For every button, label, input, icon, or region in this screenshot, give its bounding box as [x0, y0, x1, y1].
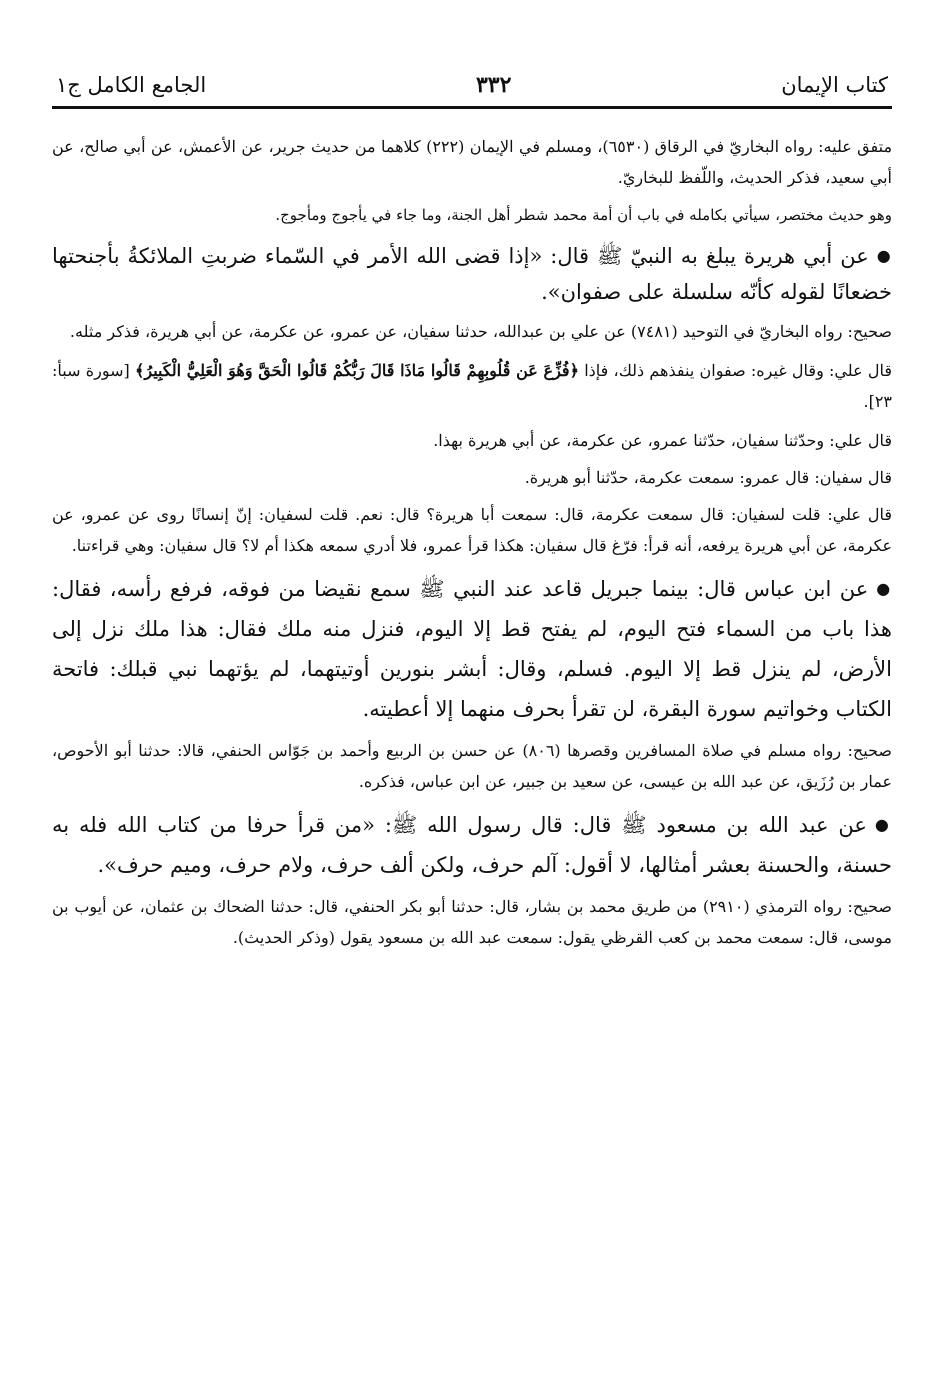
- hadith-body: عن أبي هريرة يبلغ به النبيّ ﷺ قال: «إذا قضى الله الأمر في السّماء ضربتِ الملائكةُ بأجنحتها خضعانًا لقوله كأنّه سلسلة على صفوان».: [52, 244, 892, 304]
- surah-reference: [سورة سبأ: ٢٣].: [52, 361, 892, 411]
- page-number: ٣٣٢: [475, 72, 512, 98]
- quran-citation-note: [52, 355, 892, 417]
- hadith-body: عن ابن عباس قال: بينما جبريل قاعد عند النبي ﷺ سمع نقيضا من فوقه، فرفع رأسه، فقال: هذا باب من السماء فتح اليوم، لم يفتح قط إلا اليوم، فنزل منه ملك فقال: هذا ملك نزل إلى الأرض، لم ينزل قط إلا اليوم. فسلم، وقال: أبشر بنورين أوتيتهما، لم يؤتهما نبي قبلك: فاتحة الكتاب وخواتيم سورة البقرة، لن تقرأ بحرف منهما إلا أعطيته.: [52, 577, 892, 721]
- chain-note: قال سفيان: قال عمرو: سمعت عكرمة، حدّثنا أبو هريرة.: [524, 468, 892, 487]
- takhrij-note: صحيح: رواه الترمذي (٢٩١٠) من طريق محمد بن بشار، قال: حدثنا أبو بكر الحنفي، قال: حدثنا الضحاك بن عثمان، عن أيوب بن موسى، قال: سمعت محمد بن كعب القرظي يقول: سمعت عبد الله بن مسعود يقول (وذكر الحديث).: [52, 897, 892, 947]
- takhrij-note: صحيح: رواه مسلم في صلاة المسافرين وقصرها (٨٠٦) عن حسن بن الربيع وأحمد بن جَوّاس الحنفي، قالا: حدثنا أبو الأحوص، عمار بن رُزَيق، عن عبد الله بن عيسى، عن سعيد بن جبير، عن ابن عباس، فذكره.: [52, 741, 892, 791]
- hadith-text: [52, 805, 892, 885]
- chain-note: قال علي: وحدّثنا سفيان، حدّثنا عمرو، عن عكرمة، عن أبي هريرة بهذا.: [433, 431, 892, 450]
- quran-verse: ﴿فُزِّعَ عَن قُلُوبِهِمْ قَالُوا مَاذَا قَالَ رَبُّكُمْ قَالُوا الْحَقَّ وَهُوَ الْعَلِيُّ الْكَبِيرُ﴾: [135, 361, 579, 380]
- takhrij-note: صحيح: رواه البخاريّ في التوحيد (٧٤٨١) عن علي بن عبدالله، حدثنا سفيان، عن عمرو، عن عكرمة، عن أبي هريرة، فذكر مثله.: [69, 322, 892, 341]
- hadith-text: [52, 569, 892, 729]
- book-page: [52, 70, 892, 961]
- bullet-icon: ●: [876, 579, 892, 598]
- hadith-body: عن عبد الله بن مسعود ﷺ قال: قال رسول الله ﷺ: «من قرأ حرفا من كتاب الله فله به حسنة، والحسنة بعشر أمثالها، لا أقول: آلم حرف، ولكن ألف حرف، ولام حرف، وميم حرف».: [52, 813, 892, 877]
- cross-reference-note: وهو حديث مختصر، سيأتي بكامله في باب أن أمة محمد شطر أهل الجنة، وما جاء في يأجوج ومأجوج.: [275, 206, 892, 224]
- series-title: الجامع الكامل ج١: [56, 73, 207, 97]
- bullet-icon: ●: [874, 815, 892, 834]
- running-header: [52, 70, 892, 106]
- takhrij-note: متفق عليه: رواه البخاريّ في الرقاق (٦٥٣٠)، ومسلم في الإيمان (٢٢٢) كلاهما من حديث جرير، عن الأعمش، عن أبي صالح، عن أبي سعيد، فذكر الحديث، واللّفظ للبخاريّ.: [52, 137, 893, 187]
- chain-note: قال علي: قلت لسفيان: قال سمعت عكرمة، قال: سمعت أبا هريرة؟ قال: نعم. قلت لسفيان: إنّ إنسانًا روى عن عمرو، عن عكرمة، عن أبي هريرة يرفعه، أنه قرأ: فرّغ قال سفيان: هكذا قرأ عمرو، فلا أدري سمعه هكذا أم لا؟ قال سفيان: وهي قراءتنا.: [52, 505, 892, 555]
- hadith-text: [52, 238, 892, 310]
- book-title: كتاب الإيمان: [781, 73, 888, 97]
- note-text: قال علي: وقال غيره: صفوان ينفذهم ذلك، فإذا: [578, 361, 892, 380]
- header-rule: [52, 106, 892, 109]
- bullet-icon: ●: [876, 246, 892, 265]
